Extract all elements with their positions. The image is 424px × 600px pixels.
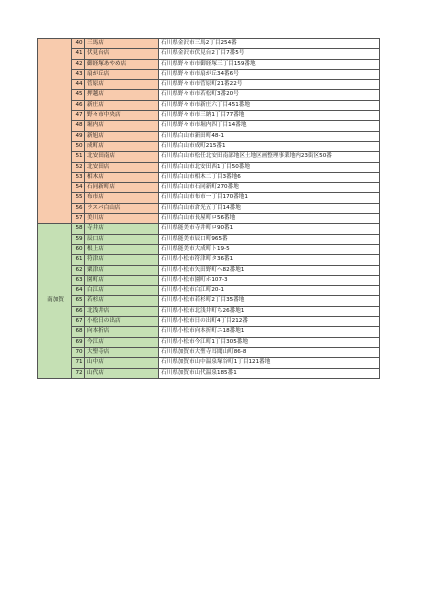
store-number-cell: 54 xyxy=(72,183,85,193)
store-name-cell: 向本折店 xyxy=(85,327,159,337)
table-row xyxy=(38,80,380,90)
store-number-cell: 72 xyxy=(72,368,85,378)
store-address-cell: 石川県加賀市山中温泉塚谷町1丁目121番地 xyxy=(159,358,380,368)
store-address-cell: 石川県白山市倉光五丁目14番地 xyxy=(159,203,380,213)
store-number-cell: 48 xyxy=(72,121,85,131)
table-row xyxy=(38,255,380,265)
region-cell: 南加賀 xyxy=(38,224,72,378)
store-number-cell: 41 xyxy=(72,49,85,59)
table-row xyxy=(38,59,380,69)
store-name-cell: 根上店 xyxy=(85,244,159,254)
store-number-cell: 62 xyxy=(72,265,85,275)
store-address-cell: 石川県白山市新田町48-1 xyxy=(159,131,380,141)
store-name-cell: 布市店 xyxy=(85,193,159,203)
table-row xyxy=(38,337,380,347)
store-name-cell: 小松日の出店 xyxy=(85,317,159,327)
store-number-cell: 59 xyxy=(72,234,85,244)
store-address-cell: 石川県白山市松任北安田南部地区土地区画整理事業地内23街区50番 xyxy=(159,152,380,162)
store-number-cell: 60 xyxy=(72,244,85,254)
store-address-cell: 石川県小松市若杉町2丁目35番地 xyxy=(159,296,380,306)
table-row xyxy=(38,265,380,275)
table-row xyxy=(38,286,380,296)
store-name-cell: 新庄店 xyxy=(85,100,159,110)
store-name-cell: 山代店 xyxy=(85,368,159,378)
store-number-cell: 45 xyxy=(72,90,85,100)
store-address-cell: 石川県野々市市御経塚三丁目159番地 xyxy=(159,59,380,69)
store-address-cell: 石川県野々市市新庄六丁目451番地 xyxy=(159,100,380,110)
table-row xyxy=(38,39,380,49)
store-number-cell: 44 xyxy=(72,80,85,90)
store-number-cell: 46 xyxy=(72,100,85,110)
store-address-cell: 石川県金沢市三馬2丁目254番 xyxy=(159,39,380,49)
store-address-cell: 石川県加賀市大聖寺耳聞山町86-8 xyxy=(159,347,380,357)
store-name-cell: 三馬店 xyxy=(85,39,159,49)
region-cell xyxy=(38,39,72,224)
store-address-cell: 石川県小松市園町ホ107-3 xyxy=(159,275,380,285)
store-name-cell: 園町店 xyxy=(85,275,159,285)
table-row xyxy=(38,131,380,141)
store-number-cell: 64 xyxy=(72,286,85,296)
store-number-cell: 53 xyxy=(72,172,85,182)
store-name-cell: 寺井店 xyxy=(85,224,159,234)
store-number-cell: 47 xyxy=(72,111,85,121)
store-name-cell: 北安田南店 xyxy=(85,152,159,162)
table-row xyxy=(38,152,380,162)
store-name-cell: 野々市中央店 xyxy=(85,111,159,121)
store-address-cell: 石川県野々市市若松町3番20号 xyxy=(159,90,380,100)
store-name-cell: 押越店 xyxy=(85,90,159,100)
store-name-cell: 伏見台店 xyxy=(85,49,159,59)
store-number-cell: 63 xyxy=(72,275,85,285)
table-row xyxy=(38,327,380,337)
table-row xyxy=(38,275,380,285)
store-name-cell: 石同新町店 xyxy=(85,183,159,193)
table-row xyxy=(38,183,380,193)
store-address-cell: 石川県小松市日の出町4丁目212番 xyxy=(159,317,380,327)
table-row xyxy=(38,234,380,244)
store-address-cell: 石川県野々市市三納1丁目77番地 xyxy=(159,111,380,121)
store-number-cell: 42 xyxy=(72,59,85,69)
table-row xyxy=(38,49,380,59)
store-name-cell: 大聖寺店 xyxy=(85,347,159,357)
table-row xyxy=(38,141,380,151)
store-name-cell: 菅原店 xyxy=(85,80,159,90)
store-name-cell: 若杉店 xyxy=(85,296,159,306)
store-address-cell: 石川県能美市辰口町965番 xyxy=(159,234,380,244)
store-address-cell: 石川県野々市市菅原町21番22号 xyxy=(159,80,380,90)
table-row xyxy=(38,296,380,306)
store-address-cell: 石川県白山市石同新町270番地 xyxy=(159,183,380,193)
store-name-cell: 粟津店 xyxy=(85,265,159,275)
table-row xyxy=(38,224,380,234)
store-name-cell: 辰口店 xyxy=(85,234,159,244)
table-row xyxy=(38,121,380,131)
store-address-cell: 石川県白山市北安田西1丁目50番地 xyxy=(159,162,380,172)
table-row xyxy=(38,317,380,327)
store-name-cell: 符津店 xyxy=(85,255,159,265)
store-number-cell: 40 xyxy=(72,39,85,49)
store-address-cell: 石川県小松市北浅井町ち26番地1 xyxy=(159,306,380,316)
store-number-cell: 66 xyxy=(72,306,85,316)
store-number-cell: 57 xyxy=(72,214,85,224)
store-number-cell: 61 xyxy=(72,255,85,265)
table-row xyxy=(38,100,380,110)
store-number-cell: 65 xyxy=(72,296,85,306)
store-number-cell: 71 xyxy=(72,358,85,368)
table-row xyxy=(38,368,380,378)
store-address-cell: 石川県小松市矢田野町ヘ82番地1 xyxy=(159,265,380,275)
store-name-cell: 今江店 xyxy=(85,337,159,347)
store-list-body xyxy=(38,39,380,379)
store-name-cell: 山中店 xyxy=(85,358,159,368)
store-name-cell: 新旭店 xyxy=(85,131,159,141)
store-name-cell: 北安田店 xyxy=(85,162,159,172)
store-address-cell: 石川県能美市大成町ト19-5 xyxy=(159,244,380,254)
table-row xyxy=(38,358,380,368)
store-number-cell: 69 xyxy=(72,337,85,347)
store-address-cell: 石川県能美市寺井町ロ90番1 xyxy=(159,224,380,234)
store-name-cell: 成町店 xyxy=(85,141,159,151)
store-list-table xyxy=(37,38,380,379)
store-name-cell: 美川店 xyxy=(85,214,159,224)
table-row xyxy=(38,90,380,100)
store-address-cell: 石川県小松市今江町1丁目305番地 xyxy=(159,337,380,347)
store-number-cell: 50 xyxy=(72,141,85,151)
store-name-cell: 北浅井店 xyxy=(85,306,159,316)
store-number-cell: 51 xyxy=(72,152,85,162)
store-address-cell: 石川県小松市向本折町ニ18番地1 xyxy=(159,327,380,337)
store-name-cell: 御経塚あやめ店 xyxy=(85,59,159,69)
store-address-cell: 石川県白山市成町215番1 xyxy=(159,141,380,151)
store-number-cell: 56 xyxy=(72,203,85,213)
table-row xyxy=(38,111,380,121)
store-number-cell: 68 xyxy=(72,327,85,337)
store-number-cell: 70 xyxy=(72,347,85,357)
store-address-cell: 石川県白山市布市一丁目170番地1 xyxy=(159,193,380,203)
table-row xyxy=(38,162,380,172)
table-row xyxy=(38,347,380,357)
store-address-cell: 石川県金沢市伏見台2丁目7番5号 xyxy=(159,49,380,59)
store-address-cell: 石川県加賀市山代温泉185番1 xyxy=(159,368,380,378)
store-address-cell: 石川県小松市符津町タ36番1 xyxy=(159,255,380,265)
store-name-cell: 扇が丘店 xyxy=(85,69,159,79)
store-address-cell: 石川県白山市長屋町ロ56番地 xyxy=(159,214,380,224)
store-number-cell: 67 xyxy=(72,317,85,327)
table-row xyxy=(38,306,380,316)
table-row xyxy=(38,69,380,79)
store-name-cell: 相木店 xyxy=(85,172,159,182)
store-number-cell: 52 xyxy=(72,162,85,172)
table-row xyxy=(38,214,380,224)
store-name-cell: 堀内店 xyxy=(85,121,159,131)
table-row xyxy=(38,244,380,254)
store-name-cell: 白江店 xyxy=(85,286,159,296)
table-row xyxy=(38,193,380,203)
store-number-cell: 58 xyxy=(72,224,85,234)
table-row xyxy=(38,203,380,213)
store-address-cell: 石川県野々市市堀内四丁目14番地 xyxy=(159,121,380,131)
store-address-cell: 石川県小松市白江町20-1 xyxy=(159,286,380,296)
table-row xyxy=(38,172,380,182)
store-name-cell: ラスパ白山店 xyxy=(85,203,159,213)
store-number-cell: 49 xyxy=(72,131,85,141)
store-address-cell: 石川県野々市市扇が丘34番6号 xyxy=(159,69,380,79)
store-address-cell: 石川県白山市相木二丁目3番地6 xyxy=(159,172,380,182)
store-number-cell: 43 xyxy=(72,69,85,79)
store-number-cell: 55 xyxy=(72,193,85,203)
